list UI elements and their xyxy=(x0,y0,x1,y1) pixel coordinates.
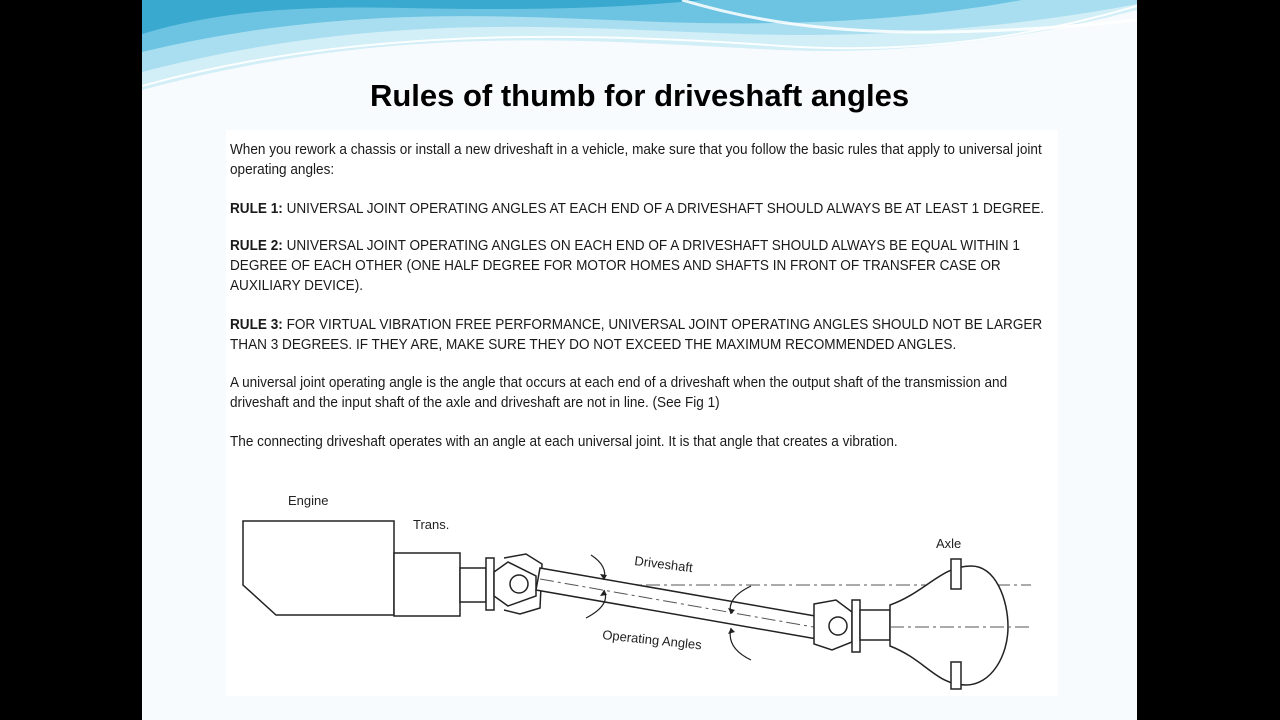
transmission-block xyxy=(394,553,460,616)
axle-upper-stub xyxy=(951,559,961,589)
closing-paragraph: The connecting driveshaft operates with an angle at each universal joint. It is that angle that creates a vibration. xyxy=(230,434,898,450)
front-yoke-flange xyxy=(486,558,494,610)
driveshaft-tube xyxy=(536,568,821,639)
engine-block xyxy=(243,521,394,615)
axle-housing xyxy=(890,566,1008,685)
rear-angle-arc-lower xyxy=(730,628,751,660)
rule-3-text: FOR VIRTUAL VIBRATION FREE PERFORMANCE, UNIVERSAL JOINT OPERATING ANGLES SHOULD NOT BE LARGER THAN 3 DEGREES. IF THEY ARE, MAKE SURE THEY DO NOT EXCEED THE MAXIMUM RECOMMENDED ANGLES. xyxy=(230,317,1043,353)
definition-paragraph: A universal joint operating angle is the angle that occurs at each end of a driveshaft when the output shaft of the transmission and driveshaft and the input shaft of the axle and driveshaft are not in line. (See Fig 1) xyxy=(230,375,1008,411)
rule-3 xyxy=(230,315,1060,355)
rule-1-text: UNIVERSAL JOINT OPERATING ANGLES AT EACH END OF A DRIVESHAFT SHOULD ALWAYS BE AT LEAST 1 DEGREE. xyxy=(286,201,1045,217)
trans-output-shaft xyxy=(460,568,486,602)
axle-label: Axle xyxy=(936,536,962,551)
slide xyxy=(142,0,1137,720)
driveshaft-angle-figure xyxy=(236,480,1036,695)
rear-universal-joint xyxy=(814,600,852,650)
rule-1 xyxy=(230,199,1060,219)
intro-paragraph: When you rework a chassis or install a new driveshaft in a vehicle, make sure that you follow the basic rules that apply to universal joint operating angles: xyxy=(230,142,1042,178)
trans-label: Trans. xyxy=(413,517,450,532)
driveshaft-label: Driveshaft xyxy=(633,553,694,576)
rule-3-label: RULE 3: xyxy=(230,317,283,333)
rear-yoke-flange xyxy=(852,600,860,652)
axle-lower-stub xyxy=(951,662,961,689)
slide-title: Rules of thumb for driveshaft angles xyxy=(369,78,910,113)
rule-2-text: UNIVERSAL JOINT OPERATING ANGLES ON EACH END OF A DRIVESHAFT SHOULD ALWAYS BE EQUAL WITHIN 1 DEGREE OF EACH OTHER (ONE HALF DEGREE FOR MOTOR HOMES AND SHAFTS IN FRONT OF TRANSFER CASE OR AUXILIARY DEVICE). xyxy=(230,238,1020,294)
front-universal-joint xyxy=(494,554,542,614)
rule-2-label: RULE 2: xyxy=(230,238,283,254)
axle-input-shaft xyxy=(860,610,890,640)
operating-angles-label: Operating Angles xyxy=(601,627,703,653)
rule-1-label: RULE 1: xyxy=(230,201,283,217)
rule-2 xyxy=(230,236,1060,296)
engine-label: Engine xyxy=(288,493,329,508)
